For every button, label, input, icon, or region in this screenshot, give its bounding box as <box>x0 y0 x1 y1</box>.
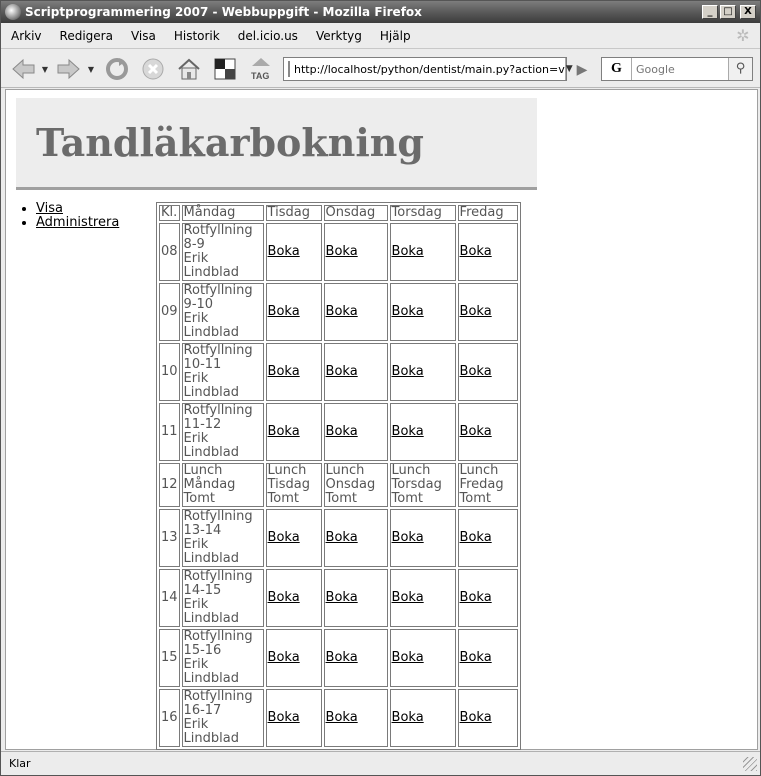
nav-link-administrera[interactable]: Administrera <box>36 215 120 230</box>
treatment: Rotfyllning <box>183 403 253 418</box>
patient-first-name: Erik <box>183 597 209 612</box>
slot-cell <box>458 223 518 281</box>
title-bar <box>1 1 760 23</box>
menu-redigera[interactable]: Redigera <box>59 28 113 43</box>
book-link[interactable]: Boka <box>267 650 300 665</box>
hour-cell: 11 <box>159 403 180 461</box>
hour-cell: 14 <box>159 569 180 627</box>
treatment: Rotfyllning <box>183 689 253 704</box>
forward-icon <box>56 58 82 80</box>
table-row <box>159 223 518 281</box>
lunch-cell <box>458 463 518 507</box>
patient-last-name: Lindblad <box>183 671 239 686</box>
table-row <box>159 343 518 401</box>
book-link[interactable]: Boka <box>325 244 358 259</box>
search-engine-selector[interactable]: G <box>602 58 632 80</box>
patient-last-name: Lindblad <box>183 445 239 460</box>
table-row <box>159 569 518 627</box>
resize-grip-icon[interactable] <box>743 757 757 771</box>
book-link[interactable]: Boka <box>325 590 358 605</box>
header-kl: Kl. <box>159 205 180 221</box>
lunch-label: Lunch <box>267 463 307 478</box>
forward-dropdown-icon[interactable]: ▼ <box>87 64 95 74</box>
slot-cell <box>458 689 518 747</box>
hour-cell: 09 <box>159 283 180 341</box>
lunch-day: Torsdag <box>391 477 442 492</box>
slot-cell <box>458 509 518 567</box>
go-icon[interactable]: ▶ <box>576 62 588 78</box>
patient-last-name: Lindblad <box>183 611 239 626</box>
booking-cell <box>182 509 264 567</box>
slot-cell <box>458 343 518 401</box>
slot-cell <box>390 509 456 567</box>
header-onsdag: Onsdag <box>324 205 388 221</box>
window-title: Scriptprogrammering 2007 - Webbuppgift - Mozilla Firefox <box>25 5 422 19</box>
slot-cell <box>390 629 456 687</box>
book-link[interactable]: Boka <box>391 424 424 439</box>
table-row <box>159 509 518 567</box>
time-range: 8-9 <box>183 237 205 252</box>
book-link[interactable]: Boka <box>391 304 424 319</box>
search-icon[interactable]: ⚲ <box>728 58 752 80</box>
minimize-button[interactable]: _ <box>702 5 718 19</box>
slot-cell <box>324 283 388 341</box>
hour-cell: 15 <box>159 629 180 687</box>
slot-cell <box>458 403 518 461</box>
slot-cell <box>266 509 322 567</box>
book-link[interactable]: Boka <box>391 364 424 379</box>
patient-last-name: Lindblad <box>183 385 239 400</box>
slot-cell <box>390 403 456 461</box>
book-link[interactable]: Boka <box>325 424 358 439</box>
treatment: Rotfyllning <box>183 283 253 298</box>
slot-cell <box>324 689 388 747</box>
stop-icon <box>141 57 165 81</box>
bookmark-grid-icon <box>213 57 237 81</box>
forward-button[interactable] <box>55 56 83 82</box>
patient-first-name: Erik <box>183 657 209 672</box>
book-link[interactable]: Boka <box>391 244 424 259</box>
bookmarks-button[interactable] <box>211 56 239 82</box>
book-link[interactable]: Boka <box>267 244 300 259</box>
slot-cell <box>390 569 456 627</box>
slot-cell <box>324 403 388 461</box>
lunch-cell <box>182 463 264 507</box>
treatment: Rotfyllning <box>183 343 253 358</box>
slot-cell <box>266 629 322 687</box>
page-icon <box>288 61 290 77</box>
book-link[interactable]: Boka <box>391 530 424 545</box>
lunch-label: Lunch <box>391 463 431 478</box>
book-link[interactable]: Boka <box>325 650 358 665</box>
menu-hjalp[interactable]: Hjälp <box>379 28 411 43</box>
slot-cell <box>324 509 388 567</box>
status-text: Klar <box>9 757 31 770</box>
slot-cell <box>324 629 388 687</box>
menu-historik[interactable]: Historik <box>173 28 220 43</box>
hour-cell: 10 <box>159 343 180 401</box>
schedule-header-row <box>159 205 518 221</box>
book-link[interactable]: Boka <box>325 530 358 545</box>
patient-last-name: Lindblad <box>183 551 239 566</box>
treatment: Rotfyllning <box>183 569 253 584</box>
lunch-cell <box>324 463 388 507</box>
lunch-status: Tomt <box>325 491 357 506</box>
book-link[interactable]: Boka <box>459 710 492 725</box>
svg-text:TAG: TAG <box>251 71 270 81</box>
header-torsdag: Torsdag <box>390 205 456 221</box>
lunch-label: Lunch <box>325 463 365 478</box>
tag-icon <box>248 56 274 82</box>
header-fredag: Fredag <box>458 205 518 221</box>
lunch-cell <box>390 463 456 507</box>
hour-cell: 16 <box>159 689 180 747</box>
book-link[interactable]: Boka <box>391 590 424 605</box>
table-row <box>159 689 518 747</box>
slot-cell <box>266 223 322 281</box>
patient-first-name: Erik <box>183 251 209 266</box>
slot-cell <box>266 403 322 461</box>
lunch-day: Måndag <box>183 477 236 492</box>
schedule-container <box>156 202 521 750</box>
search-box <box>601 57 753 81</box>
reload-icon <box>105 57 129 81</box>
table-row <box>159 403 518 461</box>
patient-last-name: Lindblad <box>183 265 239 280</box>
lunch-day: Tisdag <box>267 477 310 492</box>
patient-last-name: Lindblad <box>183 325 239 340</box>
book-link[interactable]: Boka <box>459 590 492 605</box>
lunch-label: Lunch <box>459 463 499 478</box>
patient-first-name: Erik <box>183 371 209 386</box>
page-header <box>16 98 537 190</box>
tag-button[interactable] <box>247 56 275 82</box>
url-text[interactable]: http://localhost/python/dentist/main.py?action=v <box>294 62 565 76</box>
treatment: Rotfyllning <box>183 629 253 644</box>
time-range: 11-12 <box>183 417 222 432</box>
booking-cell <box>182 629 264 687</box>
booking-cell <box>182 343 264 401</box>
time-range: 10-11 <box>183 357 222 372</box>
treatment: Rotfyllning <box>183 509 253 524</box>
slot-cell <box>390 283 456 341</box>
slot-cell <box>266 689 322 747</box>
book-link[interactable]: Boka <box>267 424 300 439</box>
lunch-status: Tomt <box>391 491 423 506</box>
time-range: 16-17 <box>183 703 222 718</box>
lunch-status: Tomt <box>267 491 299 506</box>
slot-cell <box>390 343 456 401</box>
book-link[interactable]: Boka <box>325 364 358 379</box>
slot-cell <box>390 223 456 281</box>
book-link[interactable]: Boka <box>267 710 300 725</box>
book-link[interactable]: Boka <box>459 364 492 379</box>
lunch-status: Tomt <box>183 491 215 506</box>
page-title: Tandläkarbokning <box>36 120 424 165</box>
slot-cell <box>458 629 518 687</box>
status-bar <box>1 751 760 775</box>
nav-menu <box>20 202 119 230</box>
book-link[interactable]: Boka <box>391 710 424 725</box>
back-icon <box>10 58 36 80</box>
book-link[interactable]: Boka <box>459 530 492 545</box>
back-button[interactable] <box>9 56 37 82</box>
book-link[interactable]: Boka <box>325 304 358 319</box>
address-bar[interactable] <box>283 57 573 81</box>
slot-cell <box>390 689 456 747</box>
close-button[interactable]: X <box>740 5 756 19</box>
patient-first-name: Erik <box>183 431 209 446</box>
lunch-status: Tomt <box>459 491 491 506</box>
menu-delicious[interactable]: del.icio.us <box>237 28 298 43</box>
book-link[interactable]: Boka <box>459 304 492 319</box>
slot-cell <box>266 569 322 627</box>
patient-last-name: Lindblad <box>183 731 239 746</box>
slot-cell <box>266 283 322 341</box>
book-link[interactable]: Boka <box>267 590 300 605</box>
schedule-table <box>156 202 521 750</box>
lunch-day: Fredag <box>459 477 504 492</box>
time-range: 15-16 <box>183 643 222 658</box>
maximize-button[interactable]: □ <box>720 5 736 19</box>
header-tisdag: Tisdag <box>266 205 322 221</box>
booking-cell <box>182 569 264 627</box>
lunch-cell <box>266 463 322 507</box>
time-range: 9-10 <box>183 297 214 312</box>
book-link[interactable]: Boka <box>459 424 492 439</box>
back-dropdown-icon[interactable]: ▼ <box>41 64 49 74</box>
lunch-day: Onsdag <box>325 477 376 492</box>
lunch-label: Lunch <box>183 463 223 478</box>
slot-cell <box>324 223 388 281</box>
header-mandag: Måndag <box>182 205 264 221</box>
browser-icon <box>5 4 21 20</box>
page-content <box>5 89 758 750</box>
hour-cell: 12 <box>159 463 180 507</box>
reload-button[interactable] <box>103 56 131 82</box>
patient-first-name: Erik <box>183 537 209 552</box>
menu-verktyg[interactable]: Verktyg <box>315 28 362 43</box>
menu-bar <box>1 23 760 49</box>
slot-cell <box>324 569 388 627</box>
nav-item-administrera <box>36 216 119 230</box>
patient-first-name: Erik <box>183 717 209 732</box>
book-link[interactable]: Boka <box>459 650 492 665</box>
booking-cell <box>182 689 264 747</box>
home-icon <box>177 57 201 81</box>
url-dropdown-icon[interactable]: ▼ <box>565 58 573 80</box>
book-link[interactable]: Boka <box>325 710 358 725</box>
booking-cell <box>182 223 264 281</box>
home-button[interactable] <box>175 56 203 82</box>
gear-icon: ✲ <box>736 26 750 45</box>
book-link[interactable]: Boka <box>267 530 300 545</box>
book-link[interactable]: Boka <box>391 650 424 665</box>
slot-cell <box>458 283 518 341</box>
slot-cell <box>458 569 518 627</box>
booking-cell <box>182 403 264 461</box>
nav-item-visa <box>36 202 119 216</box>
slot-cell <box>266 343 322 401</box>
slot-cell <box>324 343 388 401</box>
treatment: Rotfyllning <box>183 223 253 238</box>
table-row <box>159 629 518 687</box>
book-link[interactable]: Boka <box>459 244 492 259</box>
table-row <box>159 283 518 341</box>
booking-cell <box>182 283 264 341</box>
patient-first-name: Erik <box>183 311 209 326</box>
book-link[interactable]: Boka <box>267 304 300 319</box>
time-range: 13-14 <box>183 523 222 538</box>
hour-cell: 13 <box>159 509 180 567</box>
lunch-row <box>159 463 518 507</box>
time-range: 14-15 <box>183 583 222 598</box>
nav-link-visa[interactable]: Visa <box>36 201 63 216</box>
menu-arkiv[interactable]: Arkiv <box>11 28 42 43</box>
stop-button[interactable] <box>139 56 167 82</box>
hour-cell: 08 <box>159 223 180 281</box>
search-input[interactable] <box>632 63 728 76</box>
menu-visa[interactable]: Visa <box>130 28 156 43</box>
book-link[interactable]: Boka <box>267 364 300 379</box>
